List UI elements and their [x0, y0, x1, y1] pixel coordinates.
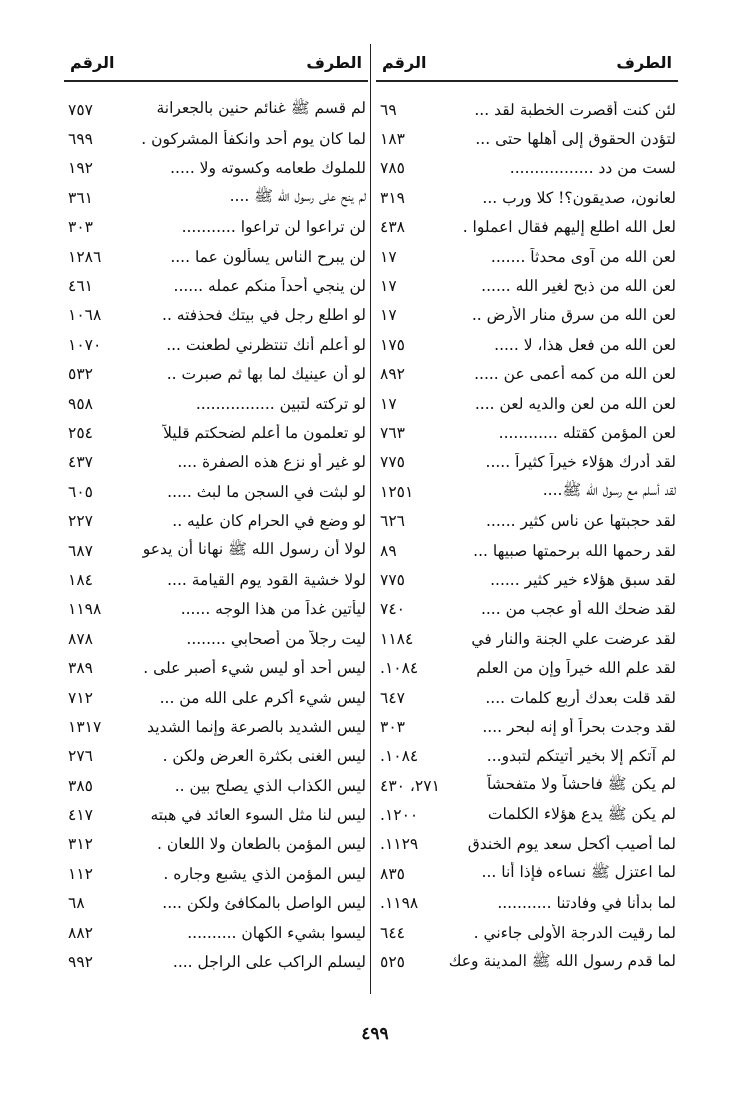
entry-text: لو وضع في الحرام كان عليه .. — [172, 512, 366, 531]
entry-text: لو أن عينيك لما بها ثم صبرت .. — [166, 365, 366, 384]
entry-number: ١١٢ — [68, 864, 93, 883]
entry-text: لعن الله من فعل هذا، لا ..... — [494, 335, 676, 354]
entry-number: ١٢٥١ — [380, 482, 414, 501]
entry-text: لما اعتزل ﷺ نساءه فإذا أنا ... — [481, 863, 676, 882]
entry-number: ٧٥٧ — [68, 100, 93, 119]
entry-number: ٧٧٥ — [380, 453, 405, 472]
entry-number: ١٨٣ — [380, 130, 405, 149]
index-entry — [64, 653, 368, 682]
index-entry — [376, 242, 678, 271]
entry-text: لن يبرح الناس يسألون عما .... — [170, 247, 366, 266]
index-entry — [376, 360, 678, 389]
entry-number: ١١٩٨ — [68, 600, 102, 619]
entry-text: ليس لنا مثل السوء العائد في هبته — [150, 806, 366, 825]
entry-text: ليس المؤمن بالطعان ولا اللعان . — [157, 835, 366, 854]
entry-text: لقد حجبتها عن ناس كثير ...... — [486, 512, 676, 531]
entry-number: ١٠٧٠ — [68, 335, 102, 354]
index-entry — [64, 889, 368, 918]
entry-text: ليت رجلاً من أصحابي ........ — [186, 629, 366, 648]
index-entry — [376, 712, 678, 741]
entry-number: ٨٩ — [380, 541, 397, 560]
index-entry — [64, 595, 368, 624]
index-entry — [64, 771, 368, 800]
index-entry — [64, 712, 368, 741]
entry-text: لم يكن ﷺ يدع هؤلاء الكلمات — [487, 804, 676, 823]
index-entry — [376, 771, 678, 800]
entry-text: لقد وجدت بحراً أو إنه لبحر .... — [482, 717, 676, 736]
index-entry — [64, 683, 368, 712]
entry-number: ٢٢٧ — [68, 512, 93, 531]
entry-number: ٣٦١ — [68, 188, 93, 207]
index-entry — [64, 624, 368, 653]
entry-text: لقد قلت بعدك أربع كلمات .... — [485, 688, 676, 707]
entry-text: لعل الله اطلع إليهم فقال اعملوا . — [462, 218, 676, 237]
index-entry — [376, 800, 678, 829]
entry-text: لقد علم الله خيراً وإن من العلم — [476, 659, 676, 678]
entry-number: ٤٣٧ — [68, 453, 93, 472]
entry-text: لما أصيب أكحل سعد يوم الخندق — [467, 835, 676, 854]
entry-number: ٢٥٤ — [68, 423, 93, 442]
index-entry — [376, 859, 678, 888]
entry-number: ٧٨٥ — [380, 159, 405, 178]
entry-text: لم آتكم إلا بخير أتيتكم لتبدو... — [486, 747, 676, 766]
entry-text: لولا خشية القود يوم القيامة .... — [167, 570, 366, 589]
entry-number: ٢٧٦ — [68, 747, 93, 766]
entry-number: ٤٦١ — [68, 277, 93, 296]
entry-number: ١٣١٧ — [68, 717, 102, 736]
index-entry — [376, 389, 678, 418]
entry-number: ٦٨٧ — [68, 541, 93, 560]
entry-number: ٨٩٢ — [380, 365, 405, 384]
index-entry — [376, 418, 678, 447]
index-entry — [64, 742, 368, 771]
entry-text: لم يكن ﷺ فاحشاً ولا متفحشاً — [486, 775, 676, 794]
entry-text: لو أعلم أنك تنتظرني لطعنت ... — [166, 335, 366, 354]
entry-number: ١٧ — [380, 306, 397, 325]
entry-number: ٦٩٩ — [68, 130, 93, 149]
entry-text: ليأتين غداً من هذا الوجه ...... — [180, 600, 366, 619]
entry-number: ٦٠٥ — [68, 482, 93, 501]
index-entry — [64, 418, 368, 447]
entry-number: ١٠٨٤. — [380, 747, 419, 766]
entry-number: ٣١٩ — [380, 188, 405, 207]
index-entry — [64, 947, 368, 976]
entry-number: ٦٩ — [380, 100, 397, 119]
index-entry — [64, 800, 368, 829]
index-entry — [64, 389, 368, 418]
index-entry — [64, 360, 368, 389]
entry-text: لقد رحمها الله برحمتها صبيها ... — [473, 541, 676, 560]
index-entry — [376, 213, 678, 242]
page-number: ٤٩٩ — [361, 1024, 389, 1044]
entry-number: ٦٤٤ — [380, 923, 405, 942]
entry-text: لعانون، صديقون؟! كلا ورب ... — [482, 188, 676, 207]
index-entry — [376, 301, 678, 330]
index-entry — [64, 124, 368, 153]
index-entry — [376, 95, 678, 124]
index-entry — [376, 889, 678, 918]
entry-number: ١١٢٩. — [380, 835, 419, 854]
entry-text: ليس الغنى بكثرة العرض ولكن . — [162, 747, 366, 766]
entry-number: ٨٧٨ — [68, 629, 93, 648]
entry-text: لم قسم ﷺ غنائم حنين بالجعرانة — [156, 99, 366, 118]
entry-number: ١٩٢ — [68, 159, 93, 178]
index-entry — [376, 624, 678, 653]
entry-number: ٣٨٩ — [68, 659, 93, 678]
index-entry — [376, 830, 678, 859]
entry-text: لعن الله من آوى محدثاً ....... — [490, 247, 676, 266]
entry-number: ٧٤٠ — [380, 600, 405, 619]
entry-number: ١٢٨٦ — [68, 247, 102, 266]
entry-text: لعن المؤمن كقتله ............ — [498, 423, 676, 442]
entry-number: ٤٣٨ — [380, 218, 405, 237]
entry-text: ليس الكذاب الذي يصلح بين .. — [174, 776, 366, 795]
index-entry — [64, 330, 368, 359]
entry-text: لئن كنت أقصرت الخطبة لقد ... — [474, 100, 676, 119]
header-tarf: الطرف — [616, 52, 672, 72]
index-entry — [376, 653, 678, 682]
entry-text: لقد سبق هؤلاء خير كثير ...... — [490, 570, 676, 589]
entry-text: لو تركته لتبين ................ — [195, 394, 366, 413]
entry-text: ليسوا بشيء الكهان .......... — [187, 923, 366, 942]
entry-number: ٣٠٣ — [380, 717, 405, 736]
entry-number: ٨٣٥ — [380, 864, 405, 883]
entry-number: ١٠٨٤. — [380, 659, 419, 678]
entry-number: ٣٨٥ — [68, 776, 93, 795]
entry-text: لعن الله من كمه أعمى عن ..... — [474, 365, 676, 384]
entry-text: لما قدم رسول الله ﷺ المدينة وعك — [448, 951, 676, 970]
index-entry — [64, 301, 368, 330]
right-column — [376, 44, 678, 994]
entry-text: لعن الله من ذبح لغير الله ...... — [481, 277, 676, 296]
entry-number: ٥٣٢ — [68, 365, 93, 384]
index-entry — [376, 154, 678, 183]
entry-number: ٤١٧ — [68, 806, 93, 825]
index-entry — [376, 947, 678, 976]
index-entry — [64, 477, 368, 506]
index-entry — [376, 124, 678, 153]
entry-number: ٧١٢ — [68, 688, 93, 707]
index-entry — [64, 506, 368, 535]
index-entry — [376, 565, 678, 594]
index-entry — [376, 536, 678, 565]
index-entry — [376, 918, 678, 947]
column-divider — [370, 44, 371, 994]
column-header — [376, 44, 678, 82]
entry-number: ١٧٥ — [380, 335, 405, 354]
left-rows — [64, 95, 368, 977]
entry-text: ليس المؤمن الذي يشبع وجاره . — [163, 864, 366, 883]
entry-text: ليس الواصل بالمكافئ ولكن .... — [162, 894, 366, 913]
entry-text: لولا أن رسول الله ﷺ نهانا أن يدعو — [142, 540, 366, 559]
entry-text: للملوك طعامه وكسوته ولا ..... — [170, 159, 366, 178]
index-entry — [64, 95, 368, 124]
index-entry — [64, 918, 368, 947]
entry-number: ٨٨٢ — [68, 923, 93, 942]
entry-number: ١١٩٨. — [380, 894, 419, 913]
entry-text: ليس شيء أكرم على الله من ... — [159, 688, 366, 707]
column-header — [64, 44, 368, 82]
entry-text: لو تعلمون ما أعلم لضحكتم قليلاً — [163, 423, 366, 442]
header-raqm: الرقم — [70, 52, 115, 72]
index-entry — [376, 477, 678, 506]
entry-number: ٢٧١، ٤٣٠ — [380, 776, 440, 795]
index-entry — [376, 448, 678, 477]
entry-number: ٧٦٣ — [380, 423, 405, 442]
entry-text: لقد أدرك هؤلاء خيراً كثيراً ..... — [485, 453, 676, 472]
entry-number: ١١٨٤ — [380, 629, 414, 648]
index-entry — [64, 242, 368, 271]
entry-text: لقد عرضت علي الجنة والنار في — [471, 629, 676, 648]
entry-text: لن تراعوا لن تراعوا ........... — [181, 218, 366, 237]
entry-text: لعن الله من لعن والديه لعن .... — [474, 394, 676, 413]
index-entry — [64, 830, 368, 859]
entry-number: ١٧ — [380, 247, 397, 266]
entry-number: ٥٢٥ — [380, 953, 405, 972]
entry-number: ٦٢٦ — [380, 512, 405, 531]
index-entry — [64, 271, 368, 300]
index-entry — [64, 183, 368, 212]
entry-number: ٦٨ — [68, 894, 85, 913]
entry-text: ليسلم الراكب على الراجل .... — [172, 953, 366, 972]
entry-number: ١٢٠٠. — [380, 806, 419, 825]
header-raqm: الرقم — [382, 52, 427, 72]
index-entry — [376, 506, 678, 535]
entry-number: ١٨٤ — [68, 570, 93, 589]
entry-text: لم ينح على رسول الله ﷺ .... — [229, 187, 366, 206]
index-entry — [64, 213, 368, 242]
entry-number: ١٧ — [380, 394, 397, 413]
index-entry — [376, 683, 678, 712]
entry-text: ليس الشديد بالصرعة وإنما الشديد — [147, 717, 366, 736]
index-entry — [64, 448, 368, 477]
entry-number: ١٧ — [380, 277, 397, 296]
entry-number: ٣٠٣ — [68, 218, 93, 237]
header-tarf: الطرف — [306, 52, 362, 72]
entry-text: لقد أسلم مع رسول الله ﷺ.... — [542, 481, 676, 500]
right-rows — [376, 95, 678, 977]
entry-text: لما كان يوم أحد وانكفأ المشركون . — [141, 130, 366, 149]
entry-text: لست من دد ................. — [509, 159, 676, 178]
index-entry — [376, 271, 678, 300]
entry-number: ٦٤٧ — [380, 688, 405, 707]
entry-number: ٩٩٢ — [68, 953, 93, 972]
index-entry — [376, 595, 678, 624]
entry-number: ١٠٦٨ — [68, 306, 102, 325]
entry-text: لو اطلع رجل في بيتك فحذفته .. — [162, 306, 366, 325]
entry-number: ٩٥٨ — [68, 394, 93, 413]
entry-text: لما بدأنا في وفادتنا ........... — [497, 894, 676, 913]
left-column — [64, 44, 368, 994]
index-entry — [376, 330, 678, 359]
entry-text: لقد ضحك الله أو عجب من .... — [480, 600, 676, 619]
entry-text: لعن الله من سرق منار الأرض .. — [471, 306, 676, 325]
entry-number: ٣١٢ — [68, 835, 93, 854]
entry-text: لو لبثت في السجن ما لبث ..... — [167, 482, 366, 501]
index-entry — [64, 154, 368, 183]
index-entry — [376, 742, 678, 771]
entry-text: لما رقيت الدرجة الأولى جاءني . — [473, 923, 676, 942]
index-entry — [64, 536, 368, 565]
entry-text: ليس أحد أو ليس شيء أصبر على . — [143, 659, 366, 678]
entry-text: لتؤدن الحقوق إلى أهلها حتى ... — [475, 130, 676, 149]
entry-text: لن ينجي أحداً منكم عمله ...... — [173, 277, 366, 296]
entry-text: لو غير أو نزع هذه الصفرة .... — [177, 453, 366, 472]
index-entry — [64, 859, 368, 888]
index-entry — [376, 183, 678, 212]
index-entry — [64, 565, 368, 594]
entry-number: ٧٧٥ — [380, 570, 405, 589]
